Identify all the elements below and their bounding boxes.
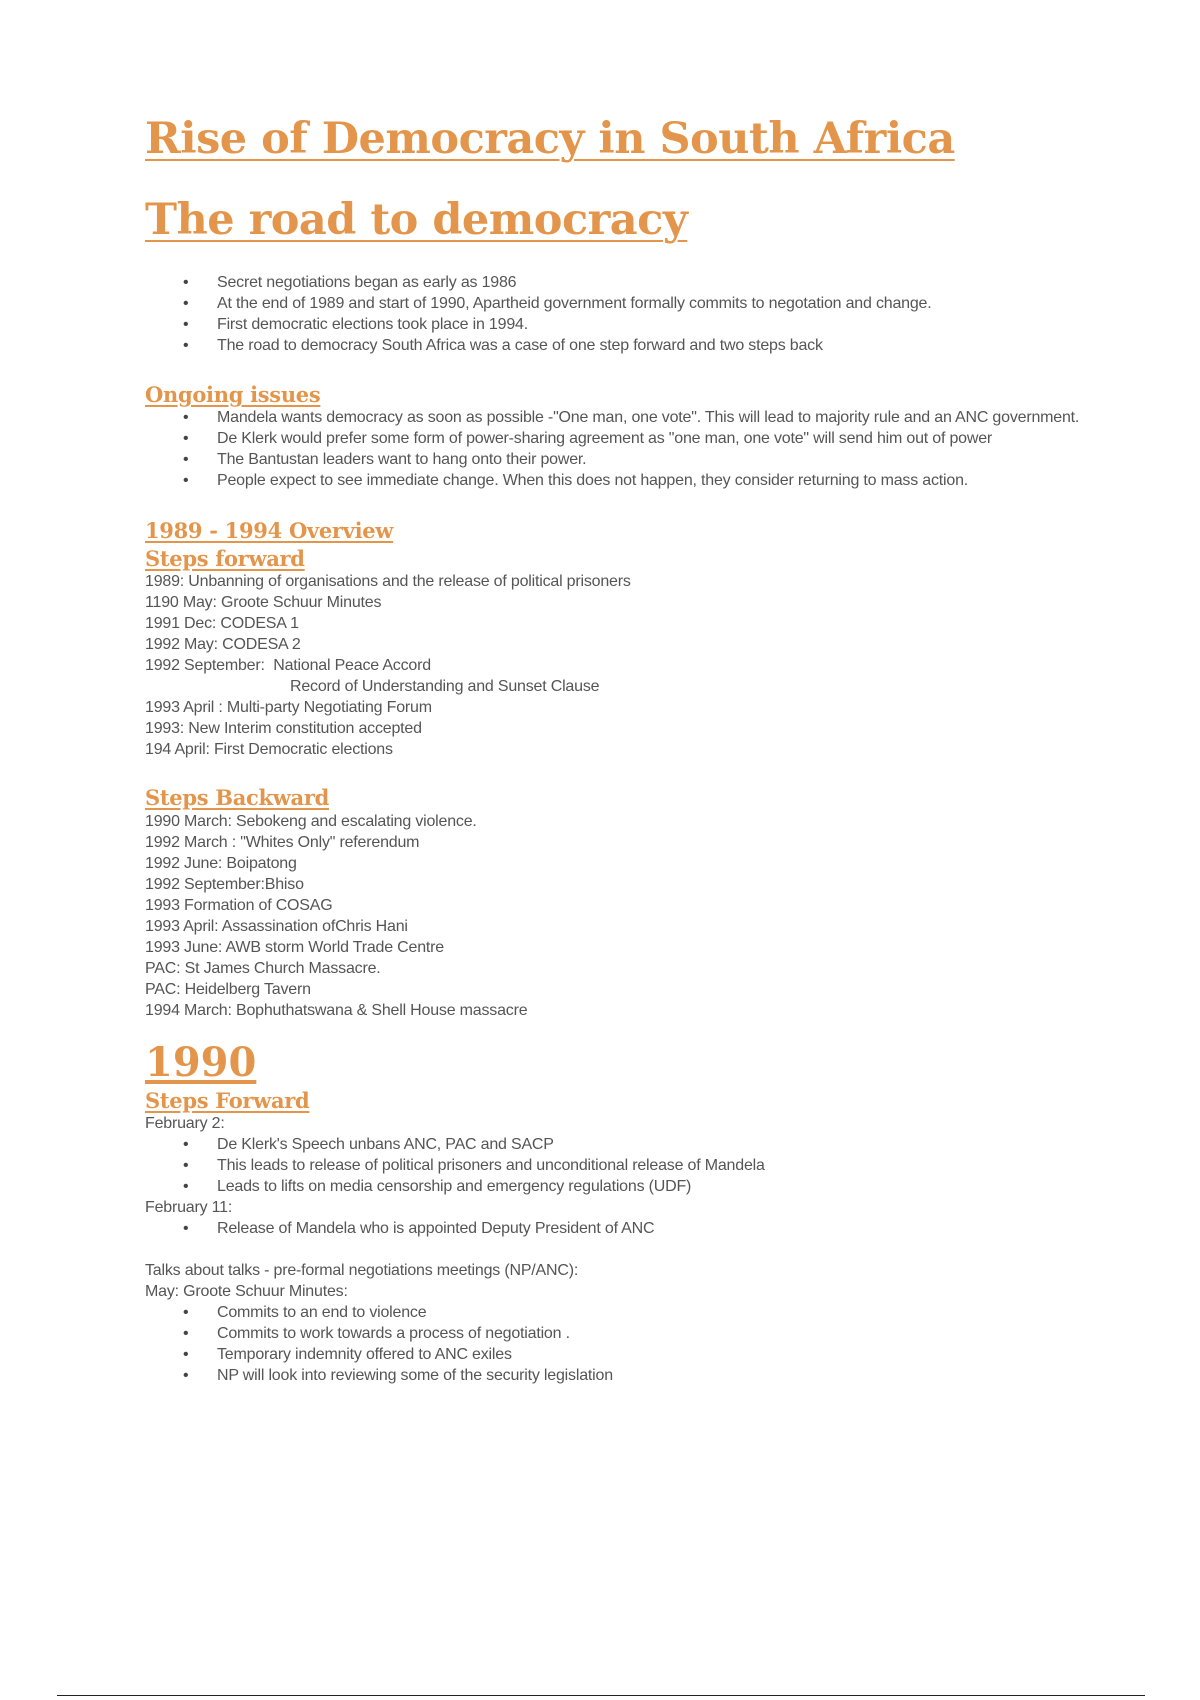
ongoing-issues-list (145, 407, 1095, 491)
steps-forward-list (145, 571, 1095, 760)
list-item: • Commits to an end to violence (145, 1302, 1095, 1323)
list-item: • At the end of 1989 and start of 1990, Apartheid government formally commits to negotation and change. (145, 293, 1095, 314)
list-item: • This leads to release of political prisoners and unconditional release of Mandela (145, 1155, 1095, 1176)
timeline-entry: 1993 April : Multi-party Negotiating Forum (145, 699, 432, 717)
section-title-road: The road to democracy (145, 195, 688, 245)
timeline-entry: 1990 March: Sebokeng and escalating violence. (145, 812, 477, 830)
list-item: • Mandela wants democracy as soon as possible -"One man, one vote". This will lead to majority rule and an ANC government. (145, 407, 1095, 428)
talks-line: Talks about talks - pre-formal negotiations meetings (NP/ANC): (145, 1261, 579, 1279)
list-item: • First democratic elections took place in 1994. (145, 314, 1095, 335)
timeline-entry: 1992 June: Boipatong (145, 854, 297, 872)
timeline-entry: 1992 May: CODESA 2 (145, 636, 301, 654)
timeline-entry: 1190 May: Groote Schuur Minutes (145, 594, 382, 612)
list-item: • De Klerk's Speech unbans ANC, PAC and SACP (145, 1134, 1095, 1155)
timeline-entry: 1992 September:Bhiso (145, 875, 304, 893)
timeline-entry: Record of Understanding and Sunset Clause (290, 678, 600, 696)
timeline-entry: PAC: St James Church Massacre. (145, 959, 381, 977)
year-1990-heading: 1990 (145, 1038, 257, 1086)
overview-heading: 1989 - 1994 Overview (145, 518, 394, 544)
may-list (145, 1302, 1095, 1386)
timeline-entry: 1993 Formation of COSAG (145, 896, 333, 914)
timeline-entry: 1994 March: Bophuthatswana & Shell House massacre (145, 1001, 528, 1019)
timeline-entry: 194 April: First Democratic elections (145, 741, 393, 759)
feb11-list (145, 1218, 1095, 1239)
timeline-entry: 1992 March : "Whites Only" referendum (145, 833, 420, 851)
list-item: • NP will look into reviewing some of the security legislation (145, 1365, 1095, 1386)
document-page (145, 114, 1095, 1386)
list-item: • The road to democracy South Africa was a case of one step forward and two steps back (145, 335, 1095, 356)
steps-forward-1990-heading: Steps Forward (145, 1087, 310, 1113)
date-label: February 11: (145, 1198, 233, 1216)
date-label: February 2: (145, 1114, 225, 1132)
date-label: May: Groote Schuur Minutes: (145, 1282, 348, 1300)
steps-backward-list (145, 811, 1095, 1021)
page-bottom-rule (57, 1695, 1145, 1696)
timeline-entry: 1993 April: Assassination ofChris Hani (145, 917, 408, 935)
list-item: • De Klerk would prefer some form of power-sharing agreement as "one man, one vote" will send him out of power (145, 428, 1095, 449)
list-item: • Leads to lifts on media censorship and emergency regulations (UDF) (145, 1176, 1095, 1197)
timeline-entry: 1993 June: AWB storm World Trade Centre (145, 938, 445, 956)
steps-forward-heading: Steps forward (145, 546, 305, 572)
timeline-entry: 1992 September: National Peace Accord (145, 657, 431, 675)
timeline-entry: 1991 Dec: CODESA 1 (145, 615, 299, 633)
ongoing-issues-heading: Ongoing issues (145, 382, 321, 407)
list-item: • Secret negotiations began as early as 1986 (145, 272, 1095, 293)
list-item: • People expect to see immediate change. When this does not happen, they consider returning to mass action. (145, 470, 1095, 491)
list-item: • Commits to work towards a process of negotiation . (145, 1323, 1095, 1344)
list-item: • Release of Mandela who is appointed Deputy President of ANC (145, 1218, 1095, 1239)
intro-list (145, 272, 1095, 356)
list-item: • The Bantustan leaders want to hang onto their power. (145, 449, 1095, 470)
feb2-list (145, 1134, 1095, 1197)
list-item: • Temporary indemnity offered to ANC exiles (145, 1344, 1095, 1365)
timeline-entry: 1989: Unbanning of organisations and the release of political prisoners (145, 573, 631, 591)
timeline-entry: 1993: New Interim constitution accepted (145, 720, 422, 738)
timeline-entry: PAC: Heidelberg Tavern (145, 980, 311, 998)
steps-backward-heading: Steps Backward (145, 785, 329, 811)
document-title: Rise of Democracy in South Africa (145, 114, 955, 164)
